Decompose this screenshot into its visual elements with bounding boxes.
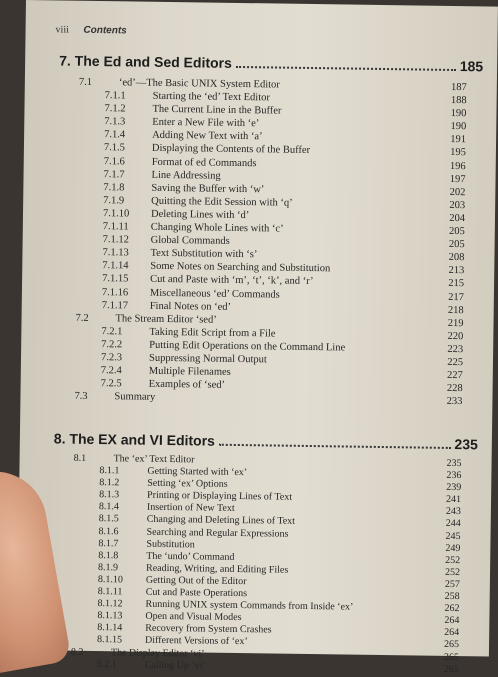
- entry-title: Putting Edit Operations on the Command Line: [149, 339, 346, 354]
- entry-number: 7.1: [78, 76, 93, 88]
- book-page: [17, 0, 498, 675]
- entry-page: 265: [443, 663, 459, 675]
- entry-title: Substitution: [146, 538, 195, 551]
- entry-page: 195: [450, 147, 466, 159]
- entry-page: 227: [446, 369, 463, 382]
- chapter-title: The EX and VI Editors: [69, 430, 216, 449]
- entry-title: Getting Started with ‘ex’: [147, 465, 248, 479]
- entry-page: 257: [444, 578, 460, 591]
- entry-page: 204: [449, 212, 466, 225]
- entry-number: 7.1.3: [104, 116, 126, 128]
- entry-title: Examples of ‘sed’: [148, 378, 226, 391]
- entry-page: 262: [444, 603, 460, 615]
- entry-number: 8.1: [73, 452, 87, 464]
- leader-dots: [236, 66, 456, 71]
- entry-number: 8.1.13: [97, 610, 123, 622]
- chapter-page: 185: [459, 58, 484, 75]
- chapter-page: 235: [454, 436, 478, 453]
- entry-page: 218: [447, 304, 464, 316]
- entry-page: 205: [448, 239, 465, 251]
- header-page-number: viii: [55, 24, 70, 36]
- chapter-number: 8.: [53, 430, 66, 447]
- entry-title: The Current Line in the Buffer: [152, 103, 282, 117]
- entry-number: 8.1.14: [97, 622, 123, 634]
- entry-number: 7.1.8: [103, 181, 125, 194]
- entry-title: Reading, Writing, and Editing Files: [146, 562, 289, 576]
- entry-title: Calling Up ‘vi’: [144, 659, 206, 672]
- entry-page: 233: [446, 396, 463, 408]
- entry-title: Displaying the Contents of the Buffer: [151, 143, 311, 157]
- entry-number: 7.1.15: [102, 273, 129, 285]
- entry-title: ‘ed’—The Basic UNIX System Editor: [118, 77, 280, 91]
- entry-title: The Display Editor ‘vi’: [110, 646, 205, 660]
- entry-page: 215: [448, 278, 465, 290]
- entry-number: 7.1.17: [101, 299, 129, 312]
- entry-number: 7.3: [74, 390, 88, 403]
- entry-title: Global Commands: [150, 234, 230, 247]
- entry-page: 243: [445, 506, 461, 518]
- entry-number: 8.1.12: [97, 598, 123, 610]
- entry-number: 8.1.3: [99, 489, 120, 501]
- entry-page: 241: [445, 494, 462, 506]
- entry-page: 190: [450, 121, 467, 133]
- entry-page: 225: [447, 356, 464, 369]
- entry-number: 8.1.8: [98, 549, 119, 562]
- entry-page: 244: [445, 518, 461, 530]
- entry-number: 8.1.6: [98, 525, 119, 537]
- entry-number: 7.2.3: [100, 352, 123, 364]
- chapter-number: 7.: [59, 52, 71, 69]
- entry-number: 7.2.1: [101, 325, 123, 338]
- entry-title: Cut and Paste Operations: [145, 586, 248, 600]
- entry-page: 202: [449, 186, 466, 198]
- entry-number: 8.1.2: [99, 477, 120, 489]
- entry-title: The Stream Editor ‘sed’: [115, 312, 217, 326]
- entry-title: Open and Visual Modes: [145, 610, 242, 624]
- entry-page: 252: [445, 554, 461, 566]
- entry-title: Getting Out of the Editor: [145, 574, 247, 588]
- entry-number: 7.2: [75, 312, 89, 324]
- entry-page: 205: [448, 225, 465, 238]
- entry-title: Final Notes on ‘ed’: [149, 300, 232, 313]
- entry-title: Multiple Filenames: [148, 365, 231, 378]
- entry-title: Quitting the Edit Session with ‘q’: [151, 195, 293, 209]
- entry-page: 265: [443, 639, 460, 651]
- entry-number: 7.1.6: [103, 155, 125, 167]
- entry-page: 236: [446, 470, 462, 482]
- entry-page: 220: [447, 330, 464, 342]
- entry-page: 239: [446, 482, 462, 494]
- entry-page: 228: [446, 383, 463, 395]
- entry-number: 7.1.13: [102, 247, 129, 259]
- entry-page: 203: [449, 199, 466, 211]
- entry-title: Text Substitution with ‘s’: [150, 247, 258, 261]
- entry-title: Enter a New File with ‘e’: [152, 117, 260, 130]
- entry-page: 235: [446, 457, 462, 470]
- entry-number: 7.1.1: [104, 90, 126, 102]
- entry-page: 208: [448, 252, 465, 264]
- entry-page: 264: [444, 615, 460, 627]
- running-header: [56, 24, 127, 36]
- entry-number: 8.1.10: [97, 573, 123, 586]
- entry-page: 190: [450, 108, 467, 120]
- entry-title: Deleting Lines with ‘d’: [150, 208, 250, 222]
- entry-page: 197: [449, 173, 466, 185]
- entry-page: 188: [450, 95, 467, 107]
- entry-title: Printing or Displaying Lines of Text: [147, 490, 293, 504]
- leader-dots: [219, 444, 451, 449]
- entry-number: 7.2.2: [101, 338, 123, 351]
- entry-title: Miscellaneous ‘ed’ Commands: [149, 287, 280, 301]
- entry-number: 7.1.4: [104, 129, 126, 141]
- entry-title: Cut and Paste with ‘m’, ‘t’, ‘k’, and ‘r’: [150, 274, 314, 288]
- entry-page: 219: [447, 317, 464, 329]
- entry-number: 8.1.4: [98, 501, 120, 513]
- entry-page: 265: [443, 651, 459, 663]
- entry-title: Some Notes on Searching and Substitution: [150, 261, 331, 275]
- entry-title: Different Versions of ‘ex’: [144, 635, 248, 648]
- entry-number: 7.1.2: [104, 103, 126, 115]
- entry-title: The ‘undo’ Command: [146, 550, 235, 563]
- entry-number: 7.2.4: [100, 365, 122, 377]
- entry-title: Starting the ‘ed’ Text Editor: [152, 90, 270, 104]
- chapter-title: The Ed and Sed Editors: [74, 52, 232, 71]
- entry-title: Adding New Text with ‘a’: [152, 130, 263, 143]
- entry-page: 252: [444, 566, 461, 578]
- entry-number: 8.2.1: [96, 658, 117, 670]
- entry-title: Insertion of New Text: [146, 502, 235, 515]
- entry-title: Taking Edit Script from a File: [149, 326, 276, 340]
- entry-page: 249: [445, 542, 461, 554]
- entry-title: Setting ‘ex’ Options: [147, 477, 228, 491]
- entry-number: 8.1.9: [98, 561, 119, 574]
- entry-number: 7.1.12: [102, 234, 129, 246]
- entry-number: 8.1.1: [99, 465, 120, 477]
- entry-page: 258: [444, 590, 460, 603]
- entry-title: Summary: [114, 391, 156, 404]
- entry-title: The ‘ex’ Text Editor: [113, 453, 195, 466]
- entry-number: 7.1.5: [103, 142, 126, 154]
- entry-number: 8.1.7: [98, 537, 119, 549]
- chapter-7-entries: [74, 77, 467, 410]
- entry-number: 8.1.15: [96, 634, 123, 646]
- chapter-8-heading: [54, 430, 478, 452]
- entry-number: 7.1.9: [103, 194, 125, 207]
- entry-number: 8.1.5: [98, 513, 119, 525]
- entry-number: 8.2: [70, 646, 84, 658]
- entry-page: 223: [447, 343, 464, 356]
- entry-number: 7.1.7: [103, 168, 125, 181]
- entry-title: Recovery from System Crashes: [145, 623, 272, 636]
- entry-number: 7.2.5: [100, 378, 122, 390]
- entry-page: 187: [450, 81, 467, 94]
- entry-number: 8.1.11: [97, 586, 123, 598]
- entry-title: Suppressing Normal Output: [148, 352, 267, 366]
- entry-number: 7.1.11: [102, 221, 129, 233]
- entry-number: 7.1.14: [102, 260, 129, 272]
- entry-number: 7.1.10: [102, 208, 130, 220]
- entry-title: Changing Whole Lines with ‘c’: [150, 221, 284, 235]
- entry-title: Saving the Buffer with ‘w’: [151, 182, 265, 196]
- entry-title: Format of ed Commands: [151, 156, 257, 169]
- entry-title: Changing and Deleting Lines of Text: [146, 514, 296, 528]
- chapter-8-entries: [71, 453, 462, 676]
- entry-number: 7.1.16: [101, 286, 129, 298]
- entry-page: 191: [450, 134, 467, 146]
- entry-page: 217: [448, 291, 464, 303]
- entry-page: 196: [449, 160, 466, 172]
- entry-page: 264: [444, 627, 460, 639]
- entry-title: Running UNIX system Commands from Inside ‘ex’: [145, 598, 354, 613]
- chapter-7-heading: [59, 52, 483, 74]
- entry-page: 213: [448, 265, 465, 277]
- header-title: Contents: [83, 24, 127, 37]
- entry-title: Searching and Regular Expressions: [146, 526, 289, 540]
- entry-title: Line Addressing: [151, 169, 221, 182]
- entry-page: 245: [445, 530, 461, 542]
